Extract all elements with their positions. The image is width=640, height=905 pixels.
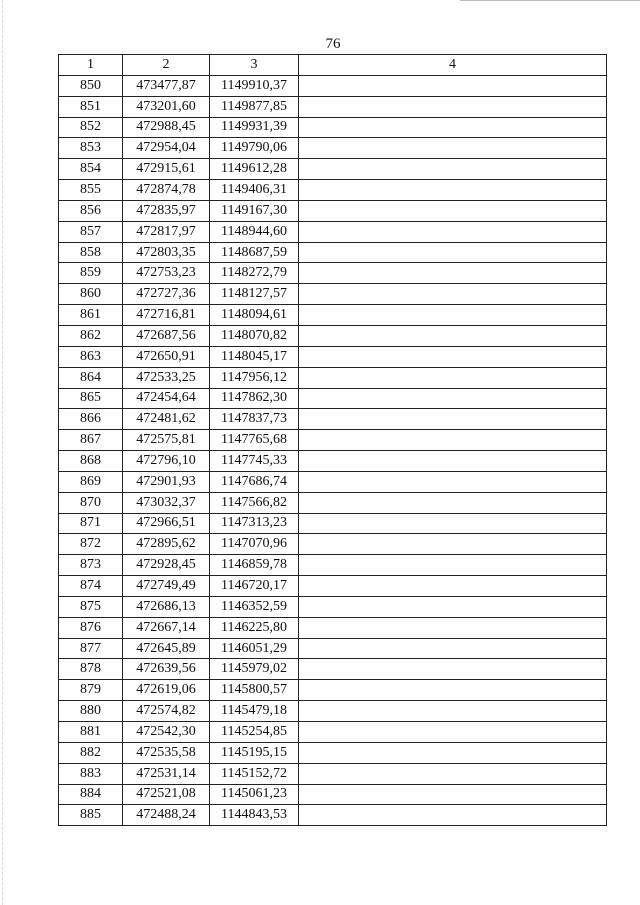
table-row [59,138,607,159]
table-row [59,367,607,388]
table-row [59,638,607,659]
y-coordinate-cell: 1145061,23 [210,784,299,805]
point-number-cell: 854 [59,159,123,180]
notes-cell [299,617,607,638]
point-number-cell: 856 [59,200,123,221]
notes-cell [299,638,607,659]
x-coordinate-cell: 472454,64 [123,388,210,409]
table-row [59,242,607,263]
point-number-cell: 885 [59,805,123,826]
y-coordinate-cell: 1149406,31 [210,180,299,201]
table-row [59,576,607,597]
point-number-cell: 860 [59,284,123,305]
point-number-cell: 874 [59,576,123,597]
table-row [59,430,607,451]
x-coordinate-cell: 472535,58 [123,742,210,763]
y-coordinate-cell: 1148272,79 [210,263,299,284]
point-number-cell: 877 [59,638,123,659]
point-number-cell: 864 [59,367,123,388]
scan-corner-line [460,0,640,1]
x-coordinate-cell: 472901,93 [123,471,210,492]
column-header-1: 1 [59,55,123,76]
y-coordinate-cell: 1147765,68 [210,430,299,451]
table-row [59,701,607,722]
x-coordinate-cell: 472667,14 [123,617,210,638]
table-row [59,75,607,96]
table-row [59,388,607,409]
point-number-cell: 883 [59,763,123,784]
point-number-cell: 879 [59,680,123,701]
point-number-cell: 853 [59,138,123,159]
y-coordinate-cell: 1146859,78 [210,555,299,576]
table-row [59,284,607,305]
point-number-cell: 870 [59,492,123,513]
notes-cell [299,742,607,763]
notes-cell [299,138,607,159]
x-coordinate-cell: 472835,97 [123,200,210,221]
point-number-cell: 868 [59,451,123,472]
x-coordinate-cell: 472928,45 [123,555,210,576]
y-coordinate-cell: 1145195,15 [210,742,299,763]
y-coordinate-cell: 1147070,96 [210,534,299,555]
point-number-cell: 861 [59,305,123,326]
notes-cell [299,701,607,722]
y-coordinate-cell: 1148045,17 [210,346,299,367]
notes-cell [299,430,607,451]
x-coordinate-cell: 472817,97 [123,221,210,242]
table-row [59,659,607,680]
table-row [59,805,607,826]
table-row [59,492,607,513]
table-row [59,409,607,430]
y-coordinate-cell: 1148070,82 [210,325,299,346]
notes-cell [299,284,607,305]
notes-cell [299,451,607,472]
point-number-cell: 865 [59,388,123,409]
y-coordinate-cell: 1149931,39 [210,117,299,138]
y-coordinate-cell: 1148094,61 [210,305,299,326]
x-coordinate-cell: 472481,62 [123,409,210,430]
x-coordinate-cell: 473032,37 [123,492,210,513]
notes-cell [299,346,607,367]
notes-cell [299,659,607,680]
table-row [59,722,607,743]
notes-cell [299,75,607,96]
x-coordinate-cell: 472803,35 [123,242,210,263]
point-number-cell: 878 [59,659,123,680]
y-coordinate-cell: 1147686,74 [210,471,299,492]
x-coordinate-cell: 472687,56 [123,325,210,346]
notes-cell [299,117,607,138]
table-row [59,471,607,492]
y-coordinate-cell: 1146352,59 [210,596,299,617]
table-row [59,325,607,346]
notes-cell [299,722,607,743]
y-coordinate-cell: 1149910,37 [210,75,299,96]
notes-cell [299,159,607,180]
y-coordinate-cell: 1145152,72 [210,763,299,784]
x-coordinate-cell: 472619,06 [123,680,210,701]
y-coordinate-cell: 1146225,80 [210,617,299,638]
y-coordinate-cell: 1146051,29 [210,638,299,659]
x-coordinate-cell: 472716,81 [123,305,210,326]
notes-cell [299,471,607,492]
notes-cell [299,409,607,430]
x-coordinate-cell: 472531,14 [123,763,210,784]
x-coordinate-cell: 472915,61 [123,159,210,180]
x-coordinate-cell: 472727,36 [123,284,210,305]
point-number-cell: 884 [59,784,123,805]
point-number-cell: 880 [59,701,123,722]
x-coordinate-cell: 472645,89 [123,638,210,659]
x-coordinate-cell: 472966,51 [123,513,210,534]
x-coordinate-cell: 472895,62 [123,534,210,555]
notes-cell [299,513,607,534]
table-row [59,617,607,638]
table-row [59,534,607,555]
point-number-cell: 850 [59,75,123,96]
point-number-cell: 869 [59,471,123,492]
table-header-row [59,55,607,76]
notes-cell [299,325,607,346]
point-number-cell: 851 [59,96,123,117]
point-number-cell: 863 [59,346,123,367]
table-row [59,346,607,367]
y-coordinate-cell: 1147862,30 [210,388,299,409]
x-coordinate-cell: 472874,78 [123,180,210,201]
point-number-cell: 873 [59,555,123,576]
x-coordinate-cell: 472533,25 [123,367,210,388]
point-number-cell: 855 [59,180,123,201]
y-coordinate-cell: 1145800,57 [210,680,299,701]
column-header-4: 4 [299,55,607,76]
x-coordinate-cell: 472521,08 [123,784,210,805]
y-coordinate-cell: 1149167,30 [210,200,299,221]
point-number-cell: 866 [59,409,123,430]
y-coordinate-cell: 1147745,33 [210,451,299,472]
x-coordinate-cell: 472796,10 [123,451,210,472]
x-coordinate-cell: 472574,82 [123,701,210,722]
notes-cell [299,180,607,201]
table-row [59,742,607,763]
notes-cell [299,596,607,617]
notes-cell [299,367,607,388]
notes-cell [299,200,607,221]
point-number-cell: 876 [59,617,123,638]
notes-cell [299,555,607,576]
x-coordinate-cell: 472749,49 [123,576,210,597]
y-coordinate-cell: 1148687,59 [210,242,299,263]
table-row [59,763,607,784]
table-row [59,680,607,701]
x-coordinate-cell: 472650,91 [123,346,210,367]
table-row [59,221,607,242]
y-coordinate-cell: 1145254,85 [210,722,299,743]
notes-cell [299,263,607,284]
x-coordinate-cell: 473201,60 [123,96,210,117]
notes-cell [299,221,607,242]
y-coordinate-cell: 1145479,18 [210,701,299,722]
x-coordinate-cell: 472988,45 [123,117,210,138]
point-number-cell: 882 [59,742,123,763]
y-coordinate-cell: 1147313,23 [210,513,299,534]
x-coordinate-cell: 472575,81 [123,430,210,451]
y-coordinate-cell: 1147837,73 [210,409,299,430]
scan-edge-line [2,0,3,905]
y-coordinate-cell: 1149790,06 [210,138,299,159]
x-coordinate-cell: 472686,13 [123,596,210,617]
x-coordinate-cell: 472488,24 [123,805,210,826]
y-coordinate-cell: 1149877,85 [210,96,299,117]
x-coordinate-cell: 472954,04 [123,138,210,159]
point-number-cell: 875 [59,596,123,617]
notes-cell [299,784,607,805]
notes-cell [299,242,607,263]
table-row [59,555,607,576]
table-row [59,117,607,138]
notes-cell [299,534,607,555]
point-number-cell: 852 [59,117,123,138]
point-number-cell: 857 [59,221,123,242]
y-coordinate-cell: 1146720,17 [210,576,299,597]
table-row [59,784,607,805]
table-row [59,200,607,221]
point-number-cell: 862 [59,325,123,346]
y-coordinate-cell: 1147566,82 [210,492,299,513]
point-number-cell: 858 [59,242,123,263]
table-row [59,159,607,180]
y-coordinate-cell: 1147956,12 [210,367,299,388]
y-coordinate-cell: 1144843,53 [210,805,299,826]
notes-cell [299,305,607,326]
table-row [59,263,607,284]
page-number: 76 [325,36,341,52]
x-coordinate-cell: 472542,30 [123,722,210,743]
y-coordinate-cell: 1145979,02 [210,659,299,680]
notes-cell [299,763,607,784]
table-row [59,96,607,117]
notes-cell [299,492,607,513]
point-number-cell: 872 [59,534,123,555]
column-header-2: 2 [123,55,210,76]
table-row [59,451,607,472]
notes-cell [299,388,607,409]
point-number-cell: 871 [59,513,123,534]
notes-cell [299,576,607,597]
notes-cell [299,805,607,826]
y-coordinate-cell: 1148944,60 [210,221,299,242]
column-header-3: 3 [210,55,299,76]
y-coordinate-cell: 1149612,28 [210,159,299,180]
point-number-cell: 859 [59,263,123,284]
table-row [59,180,607,201]
notes-cell [299,680,607,701]
table-row [59,513,607,534]
x-coordinate-cell: 472753,23 [123,263,210,284]
y-coordinate-cell: 1148127,57 [210,284,299,305]
x-coordinate-cell: 473477,87 [123,75,210,96]
point-number-cell: 867 [59,430,123,451]
coordinates-table [58,54,607,826]
notes-cell [299,96,607,117]
x-coordinate-cell: 472639,56 [123,659,210,680]
point-number-cell: 881 [59,722,123,743]
table-row [59,596,607,617]
table-row [59,305,607,326]
